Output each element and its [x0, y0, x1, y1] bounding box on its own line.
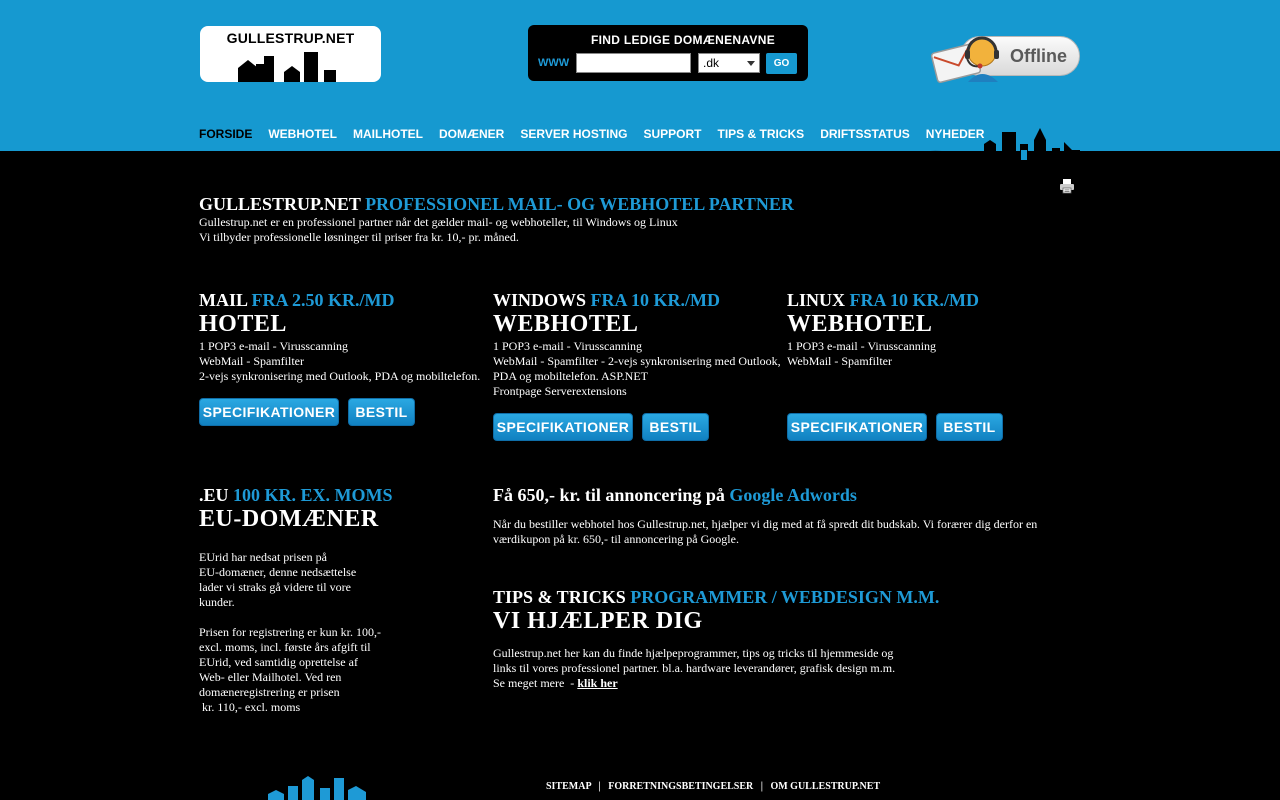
feature-line: PDA og mobiltelefon. ASP.NET — [493, 369, 649, 383]
adwords-title — [493, 484, 1053, 506]
tld-select[interactable] — [698, 53, 760, 73]
tips-title-main: TIPS & TRICKS — [493, 587, 626, 607]
footer-separator: | — [598, 781, 601, 792]
eu-line: Prisen for registrering er kun kr. 100,- — [199, 625, 381, 639]
nav-item-server-hosting[interactable]: SERVER HOSTING — [520, 127, 628, 141]
eu-domains-section — [199, 484, 459, 715]
intro-title-accent: PROFESSIONEL MAIL- OG WEBHOTEL PARTNER — [365, 194, 794, 214]
mailhotel-order-button[interactable]: BESTIL — [348, 398, 415, 426]
logo[interactable] — [200, 26, 381, 82]
nav-item-support[interactable]: SUPPORT — [643, 127, 702, 141]
product-mailhotel — [199, 289, 489, 384]
skyline-decoration — [930, 120, 1080, 160]
eu-line: lader vi straks gå videre til vore — [199, 580, 351, 594]
product-title-main: MAIL — [199, 290, 248, 310]
adwords-title-accent: Google Adwords — [729, 485, 857, 505]
logo-text: GULLESTRUP.NET — [226, 30, 355, 46]
domain-search-title: FIND LEDIGE DOMÆNENAVNE — [590, 33, 776, 47]
footer-link-terms[interactable]: FORRETNINGSBETINGELSER — [608, 781, 754, 792]
tips-text — [493, 646, 1053, 691]
nav-item-webhotel[interactable]: WEBHOTEL — [268, 127, 338, 141]
feature-line: Frontpage Serverextensions — [493, 384, 627, 398]
go-button[interactable]: GO — [766, 53, 797, 74]
eu-line: EU-domæner, denne nedsættelse — [199, 565, 357, 579]
intro-line: Vi tilbyder professionelle løsninger til priser fra kr. 10,- pr. måned. — [199, 230, 519, 244]
adwords-line: Når du bestiller webhotel hos Gullestrup.net, hjælper vi dig med at få spredt dit budskab. Vi forærer dig derfor en — [493, 517, 1038, 531]
tld-select-value: .dk — [703, 56, 720, 70]
product-subtitle: HOTEL — [199, 311, 287, 337]
eu-line: EUrid, ved samtidig oprettelse af — [199, 655, 358, 669]
adwords-line: værdikupon på kr. 650,- til annoncering på Google. — [493, 532, 739, 546]
tips-title — [493, 586, 1053, 608]
tips-more-line — [493, 676, 1053, 691]
tips-line: links til vores professionel partner. bl.a. hardware leverandører, grafisk design m.m. — [493, 661, 896, 675]
eu-line — [199, 610, 459, 625]
domain-input[interactable] — [576, 53, 691, 73]
feature-line: 1 POP3 e-mail - Virusscanning — [493, 339, 643, 353]
header — [0, 0, 1280, 151]
feature-line: 2-vejs synkronisering med Outlook, PDA og mobiltelefon. — [199, 369, 481, 383]
product-features — [199, 339, 489, 384]
tips-section — [493, 586, 1053, 691]
tips-title-accent: PROGRAMMER / WEBDESIGN M.M. — [630, 587, 940, 607]
product-title — [199, 289, 489, 311]
eu-title — [199, 484, 459, 506]
eu-text — [199, 550, 459, 715]
eu-line: excl. moms, incl. første års afgift til — [199, 640, 371, 654]
product-features — [493, 339, 785, 399]
nav-item-nyheder[interactable]: NYHEDER — [925, 127, 985, 141]
tips-more-link[interactable]: klik her — [577, 676, 618, 690]
feature-line: 1 POP3 e-mail - Virusscanning — [199, 339, 349, 353]
eu-line: kr. 110,- excl. moms — [199, 700, 301, 714]
tips-more-prefix: Se meget mere - — [493, 676, 578, 690]
live-chat-status[interactable] — [930, 30, 1082, 86]
mailhotel-spec-button[interactable]: SPECIFIKATIONER — [199, 398, 339, 426]
tips-line: Gullestrup.net her kan du finde hjælpeprogrammer, tips og tricks til hjemmeside og — [493, 646, 894, 660]
product-title — [493, 289, 785, 311]
footer-separator: | — [760, 781, 763, 792]
product-windows-webhotel — [493, 289, 785, 399]
adwords-section — [493, 484, 1053, 547]
eu-line: Web- eller Mailhotel. Ved ren — [199, 670, 342, 684]
intro-title — [199, 193, 794, 215]
intro-title-main: GULLESTRUP.NET — [199, 194, 361, 214]
nav-item-forside[interactable]: FORSIDE — [199, 127, 253, 141]
nav-item-driftsstatus[interactable]: DRIFTSSTATUS — [820, 127, 910, 141]
adwords-text — [493, 517, 1053, 547]
footer-link-about[interactable]: OM GULLESTRUP.NET — [770, 781, 881, 792]
product-subtitle: WEBHOTEL — [787, 311, 933, 337]
eu-title-main: .EU — [199, 485, 229, 505]
print-icon[interactable] — [1059, 178, 1075, 194]
linux-spec-button[interactable]: SPECIFIKATIONER — [787, 413, 927, 441]
product-features — [787, 339, 1077, 369]
feature-line: WebMail - Spamfilter — [199, 354, 305, 368]
nav-item-mailhotel[interactable]: MAILHOTEL — [353, 127, 424, 141]
product-subtitle: WEBHOTEL — [493, 311, 639, 337]
nav-item-domaener[interactable]: DOMÆNER — [439, 127, 505, 141]
adwords-title-main: Få 650,- kr. til annoncering på — [493, 485, 725, 505]
nav-item-tips-tricks[interactable]: TIPS & TRICKS — [717, 127, 805, 141]
chevron-down-icon — [747, 61, 755, 66]
eu-line: EUrid har nedsat prisen på — [199, 550, 327, 564]
footer-links — [546, 781, 880, 792]
www-label: WWW — [538, 57, 570, 69]
eu-line: domæneregistrering er prisen — [199, 685, 340, 699]
feature-line: WebMail - Spamfilter - 2-vejs synkronisering med Outlook, — [493, 354, 781, 368]
intro-section — [199, 193, 794, 245]
product-price: FRA 2.50 KR./MD — [251, 290, 395, 310]
footer-link-sitemap[interactable]: SITEMAP — [546, 781, 592, 792]
main-nav — [199, 127, 1000, 143]
eu-line: kunder. — [199, 595, 235, 609]
product-linux-webhotel — [787, 289, 1077, 369]
chat-status-label: Offline — [1010, 46, 1067, 66]
tips-subtitle: VI HJÆLPER DIG — [493, 608, 703, 634]
logo-skyline-icon — [238, 48, 342, 82]
windows-spec-button[interactable]: SPECIFIKATIONER — [493, 413, 633, 441]
product-title-main: WINDOWS — [493, 290, 587, 310]
footer-skyline-decoration — [268, 776, 368, 800]
support-headset-icon — [930, 30, 1010, 86]
intro-line: Gullestrup.net er en professionel partner når det gælder mail- og webhoteller, til Windows og Linux — [199, 215, 678, 229]
eu-subtitle: EU-DOMÆNER — [199, 506, 379, 532]
linux-order-button[interactable]: BESTIL — [936, 413, 1003, 441]
windows-order-button[interactable]: BESTIL — [642, 413, 709, 441]
product-price: FRA 10 KR./MD — [849, 290, 980, 310]
feature-line: 1 POP3 e-mail - Virusscanning — [787, 339, 937, 353]
intro-text — [199, 215, 794, 245]
feature-line: WebMail - Spamfilter — [787, 354, 893, 368]
eu-price: 100 KR. EX. MOMS — [233, 485, 393, 505]
product-title-main: LINUX — [787, 290, 846, 310]
product-price: FRA 10 KR./MD — [590, 290, 721, 310]
domain-search-box — [528, 25, 808, 81]
product-title — [787, 289, 1077, 311]
